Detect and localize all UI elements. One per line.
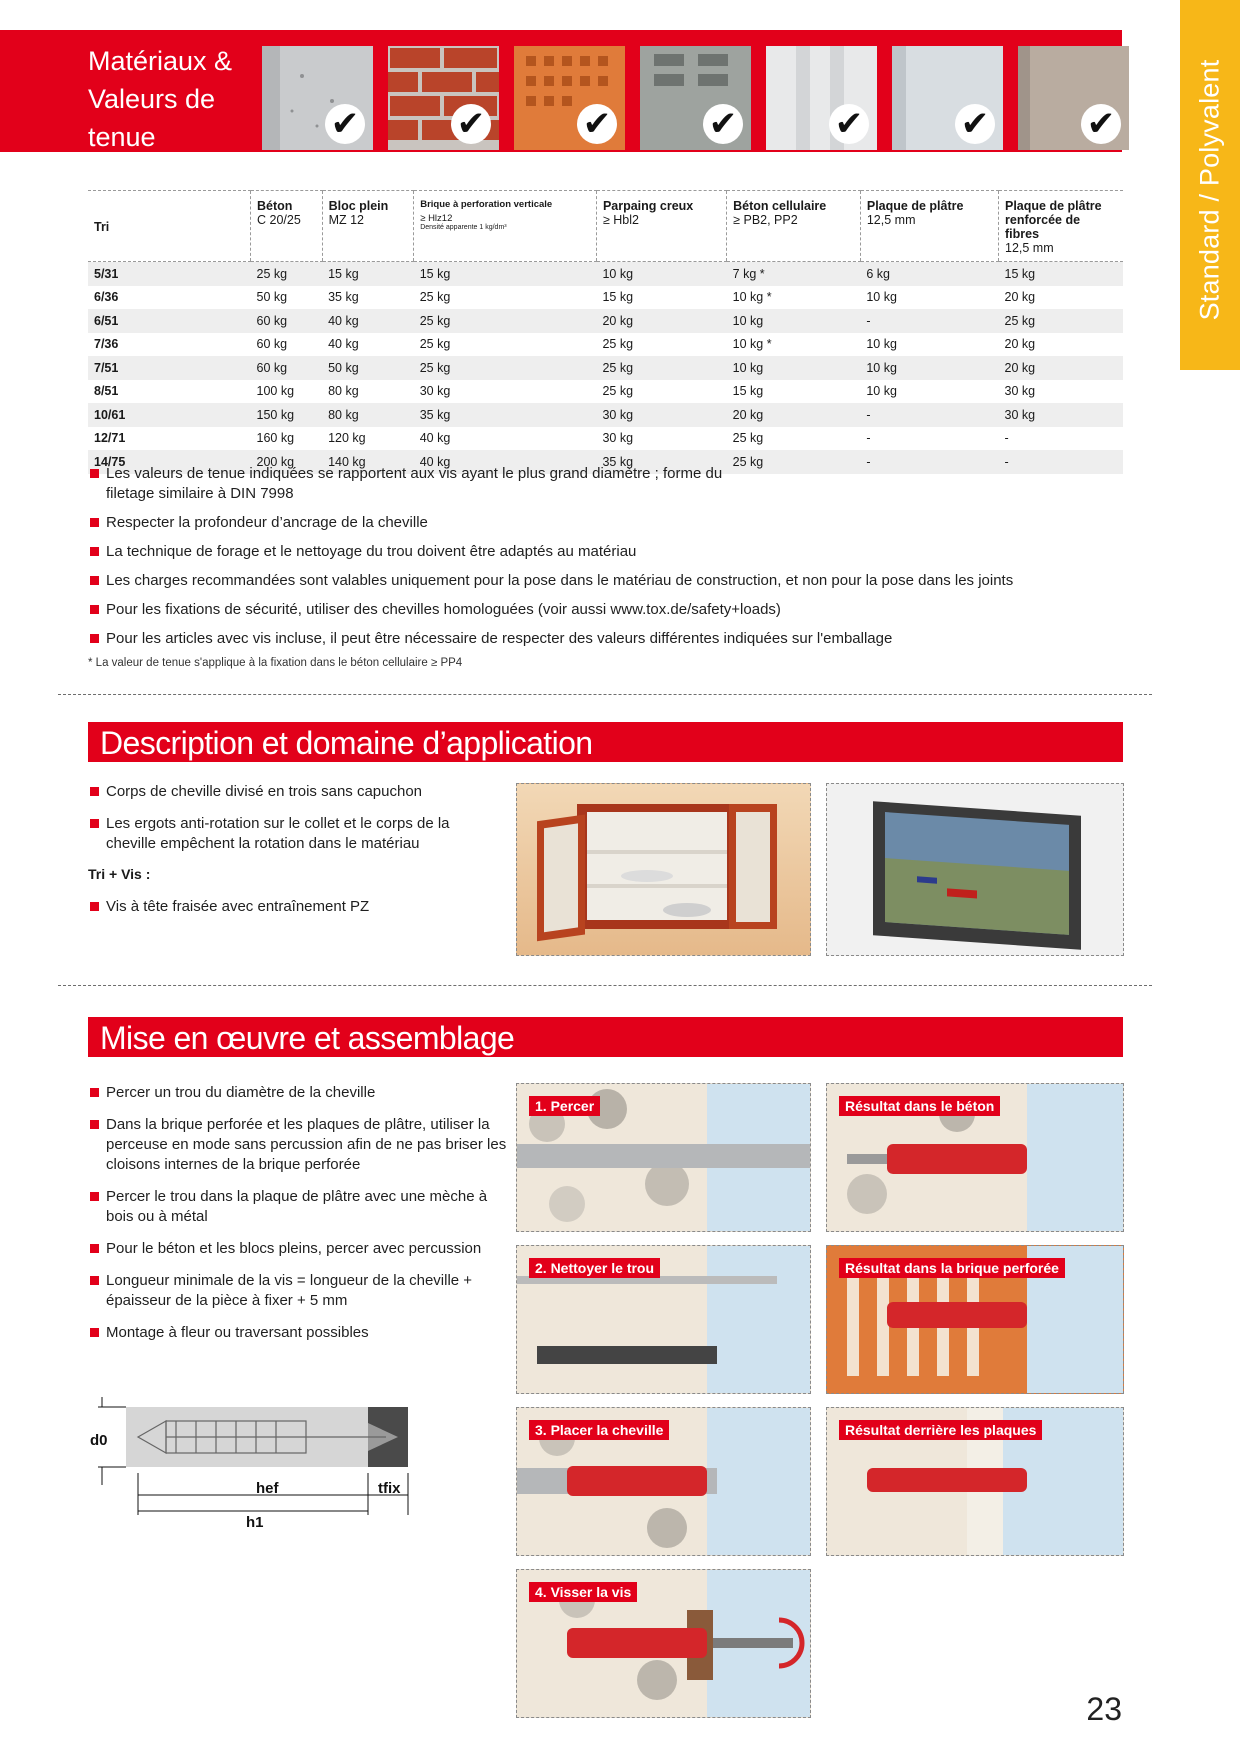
- assembly-list: [88, 1083, 508, 1343]
- table-cell: 50 kg: [322, 356, 414, 380]
- table-header-row: [88, 191, 1123, 262]
- table-cell: 40 kg: [322, 309, 414, 333]
- table-row: [88, 286, 1123, 310]
- notes-list: [88, 464, 1088, 649]
- column-header: Plaque de plâtre 12,5 mm: [860, 191, 998, 262]
- table-cell: -: [860, 309, 998, 333]
- description-list: [88, 782, 488, 854]
- check-icon: ✔: [325, 104, 365, 144]
- list-item: La technique de forage et le nettoyage du trou doivent être adaptés au matériau: [88, 542, 1088, 562]
- column-header: Tri: [88, 191, 251, 262]
- table-cell: 10 kg: [727, 356, 861, 380]
- row-label: 7/51: [88, 356, 251, 380]
- table-cell: 50 kg: [256, 290, 288, 305]
- list-item: Pour le béton et les blocs pleins, percer avec percussion: [88, 1239, 508, 1259]
- row-label: 8/51: [94, 384, 119, 399]
- table-cell: 60 kg: [251, 356, 323, 380]
- column-header: Parpaing creux ≥ Hbl2: [596, 191, 726, 262]
- table-cell: 80 kg: [328, 384, 359, 399]
- material-tile-solid-brick: [388, 46, 499, 150]
- footnote: * La valeur de tenue s'applique à la fixation dans le béton cellulaire ≥ PP4: [88, 657, 463, 669]
- description-section-bar: [88, 722, 1123, 762]
- step-label: 2. Nettoyer le trou: [529, 1258, 660, 1278]
- table-cell: 35 kg: [414, 403, 597, 427]
- tv-photo: [826, 783, 1124, 956]
- list-item: Pour les articles avec vis incluse, il peut être nécessaire de respecter des valeurs différentes indiquées sur l'emballage: [88, 629, 1088, 649]
- table-cell: 15 kg: [999, 262, 1124, 286]
- table-cell: 20 kg: [596, 309, 726, 333]
- table-row: [88, 262, 1123, 286]
- table-cell: 30 kg: [1004, 384, 1036, 399]
- holding-values-table: [88, 190, 1123, 474]
- row-label: 14/75: [88, 450, 251, 474]
- anchor-dimension-drawing: [86, 1395, 426, 1535]
- table-cell: 25 kg: [419, 337, 451, 352]
- wall-tv-illustration: [827, 784, 1123, 955]
- table-cell: -: [999, 450, 1124, 474]
- table-row: [88, 380, 1123, 404]
- table-cell: 30 kg: [602, 431, 634, 446]
- divider: [58, 985, 1152, 986]
- table-cell: 25 kg: [999, 309, 1124, 333]
- header-title-line1: Matériaux &: [88, 46, 233, 76]
- list-item: Longueur minimale de la vis = longueur de la cheville + épaisseur de la pièce à fixer + 5 mm: [88, 1271, 486, 1311]
- column-header: Béton cellulaire ≥ PB2, PP2: [727, 191, 861, 262]
- table-cell: 10 kg: [866, 290, 897, 305]
- table-cell: -: [860, 403, 998, 427]
- cabinet-photo: [516, 783, 811, 956]
- table-cell: -: [860, 450, 998, 474]
- table-cell: 10 kg: [860, 356, 998, 380]
- row-label: 6/36: [94, 290, 119, 305]
- check-icon: ✔: [955, 104, 995, 144]
- section-title: Mise en œuvre et assemblage: [100, 1020, 515, 1056]
- row-label: 10/61: [88, 403, 251, 427]
- step-screw-panel: [516, 1569, 811, 1718]
- result-label: Résultat dans le béton: [839, 1096, 1000, 1116]
- table-cell: 40 kg: [328, 337, 359, 352]
- result-concrete-panel: [826, 1083, 1124, 1232]
- table-cell: 25 kg: [419, 290, 451, 305]
- column-header: Béton C 20/25: [251, 191, 323, 262]
- category-tab-label: Standard / Polyvalent: [1194, 59, 1225, 321]
- table-body: [88, 262, 1123, 474]
- list-item: Montage à fleur ou traversant possibles: [88, 1323, 508, 1343]
- table-cell: 10 kg: [596, 262, 726, 286]
- table-cell: 160 kg: [256, 431, 295, 446]
- table-cell: 140 kg: [322, 450, 414, 474]
- table-cell: 25 kg: [732, 431, 764, 446]
- assembly-section-bar: [88, 1017, 1123, 1057]
- material-tile-concrete: [262, 46, 373, 150]
- row-label: 12/71: [94, 431, 126, 446]
- list-item: Percer un trou du diamètre de la cheville: [88, 1083, 508, 1103]
- row-label: 7/36: [94, 337, 119, 352]
- check-icon: ✔: [703, 104, 743, 144]
- column-header: Bloc plein MZ 12: [322, 191, 414, 262]
- dimension-diagram: [86, 1395, 426, 1535]
- table-cell: 15 kg: [602, 290, 634, 305]
- table-cell: 200 kg: [251, 450, 323, 474]
- table-cell: 15 kg: [322, 262, 414, 286]
- table-row: [88, 427, 1123, 451]
- table-row: [88, 403, 1123, 427]
- material-tile-aerated-concrete: [766, 46, 877, 150]
- table-cell: 25 kg: [251, 262, 323, 286]
- table-cell: 15 kg: [732, 384, 764, 399]
- subheading: Tri + Vis :: [88, 866, 151, 882]
- check-icon: ✔: [577, 104, 617, 144]
- table-cell: 60 kg: [256, 337, 288, 352]
- table-cell: 25 kg: [414, 309, 597, 333]
- divider: [58, 694, 1152, 695]
- header-title: [88, 42, 258, 156]
- tfix-label: tfix: [378, 1480, 401, 1497]
- table-cell: 120 kg: [328, 431, 366, 446]
- check-icon: ✔: [829, 104, 869, 144]
- row-label: 6/51: [88, 309, 251, 333]
- table-cell: 40 kg: [419, 431, 451, 446]
- table-cell: 20 kg: [727, 403, 861, 427]
- hef-label: hef: [256, 1480, 279, 1497]
- column-header: Plaque de plâtre renforcée de fibres 12,5 mm: [999, 191, 1124, 262]
- table-cell: 35 kg: [328, 290, 359, 305]
- table-cell: 25 kg: [602, 337, 634, 352]
- table-cell: 25 kg: [727, 450, 861, 474]
- table-row: [88, 309, 1123, 333]
- list-item: Pour les fixations de sécurité, utiliser des chevilles homologuées (voir aussi www.tox.de/safety+loads): [88, 600, 1088, 620]
- check-icon: ✔: [1081, 104, 1121, 144]
- table-row: [88, 333, 1123, 357]
- table-cell: 30 kg: [419, 384, 451, 399]
- material-tile-hollow-block: [640, 46, 751, 150]
- table-row: [88, 356, 1123, 380]
- material-tile-perforated-brick: [514, 46, 625, 150]
- table-cell: 25 kg: [596, 356, 726, 380]
- page-number: 23: [1086, 1691, 1122, 1727]
- table-cell: 10 kg *: [732, 290, 772, 305]
- h1-label: h1: [246, 1514, 264, 1531]
- table-cell: 150 kg: [251, 403, 323, 427]
- check-icon: ✔: [451, 104, 491, 144]
- table-cell: 20 kg: [999, 356, 1124, 380]
- step-label: 3. Placer la cheville: [529, 1420, 669, 1440]
- list-item: Vis à tête fraisée avec entraînement PZ: [88, 897, 488, 917]
- table-cell: 100 kg: [256, 384, 295, 399]
- table-cell: 10 kg: [727, 309, 861, 333]
- table-cell: 30 kg: [999, 403, 1124, 427]
- table-cell: 10 kg: [866, 384, 897, 399]
- list-item: Respecter la profondeur d’ancrage de la cheville: [88, 513, 1088, 533]
- table-cell: 10 kg: [866, 337, 897, 352]
- list-item: Corps de cheville divisé en trois sans capuchon: [88, 782, 488, 802]
- table-cell: 40 kg: [414, 450, 597, 474]
- step-label: 1. Percer: [529, 1096, 600, 1116]
- table-cell: 6 kg: [860, 262, 998, 286]
- step-clean-panel: [516, 1245, 811, 1394]
- list-item: Les valeurs de tenue indiquées se rapportent aux vis ayant le plus grand diamètre ; forme du filetage similaire à DIN 7998: [88, 464, 746, 504]
- table-cell: 7 kg *: [727, 262, 861, 286]
- step-label: 4. Visser la vis: [529, 1582, 637, 1602]
- list-item: Dans la brique perforée et les plaques de plâtre, utiliser la perceuse en mode sans percussion afin de ne pas briser les cloisons internes de la brique perforée: [88, 1115, 508, 1175]
- table-cell: 60 kg: [251, 309, 323, 333]
- table-cell: 35 kg: [596, 450, 726, 474]
- table-cell: 20 kg: [1004, 290, 1036, 305]
- step-drill-panel: [516, 1083, 811, 1232]
- column-header: Brique à perforation verticale ≥ Hlz12 Densité apparente 1 kg/dm³: [414, 191, 597, 262]
- header-title-line2: Valeurs de tenue: [88, 84, 216, 152]
- table-cell: 30 kg: [596, 403, 726, 427]
- list-item: Les charges recommandées sont valables uniquement pour la pose dans le matériau de construction, et non pour la pose dans les joints: [88, 571, 1088, 591]
- table-cell: 20 kg: [1004, 337, 1036, 352]
- list-item: Percer le trou dans la plaque de plâtre avec une mèche à bois ou à métal: [88, 1187, 508, 1227]
- result-boards-panel: [826, 1407, 1124, 1556]
- table-cell: 10 kg *: [732, 337, 772, 352]
- table-cell: 80 kg: [322, 403, 414, 427]
- result-label: Résultat dans la brique perforée: [839, 1258, 1065, 1278]
- material-tile-fibre-board: [1018, 46, 1129, 150]
- step-place-panel: [516, 1407, 811, 1556]
- d0-label: d0: [90, 1432, 108, 1449]
- section-title: Description et domaine d’application: [100, 725, 593, 761]
- category-tab: [1180, 0, 1240, 370]
- list-item: Les ergots anti-rotation sur le collet et le corps de la cheville empêchent la rotation dans le matériau: [88, 814, 488, 854]
- result-label: Résultat derrière les plaques: [839, 1420, 1042, 1440]
- table-cell: -: [866, 431, 871, 446]
- row-label: 5/31: [88, 262, 251, 286]
- table-cell: 25 kg: [602, 384, 634, 399]
- sub-bullet-list: [88, 897, 488, 917]
- wall-cabinet-illustration: [517, 784, 810, 955]
- material-tile-plasterboard: [892, 46, 1003, 150]
- table-cell: -: [1004, 431, 1009, 446]
- table-cell: 15 kg: [414, 262, 597, 286]
- result-brick-panel: [826, 1245, 1124, 1394]
- table-cell: 25 kg: [414, 356, 597, 380]
